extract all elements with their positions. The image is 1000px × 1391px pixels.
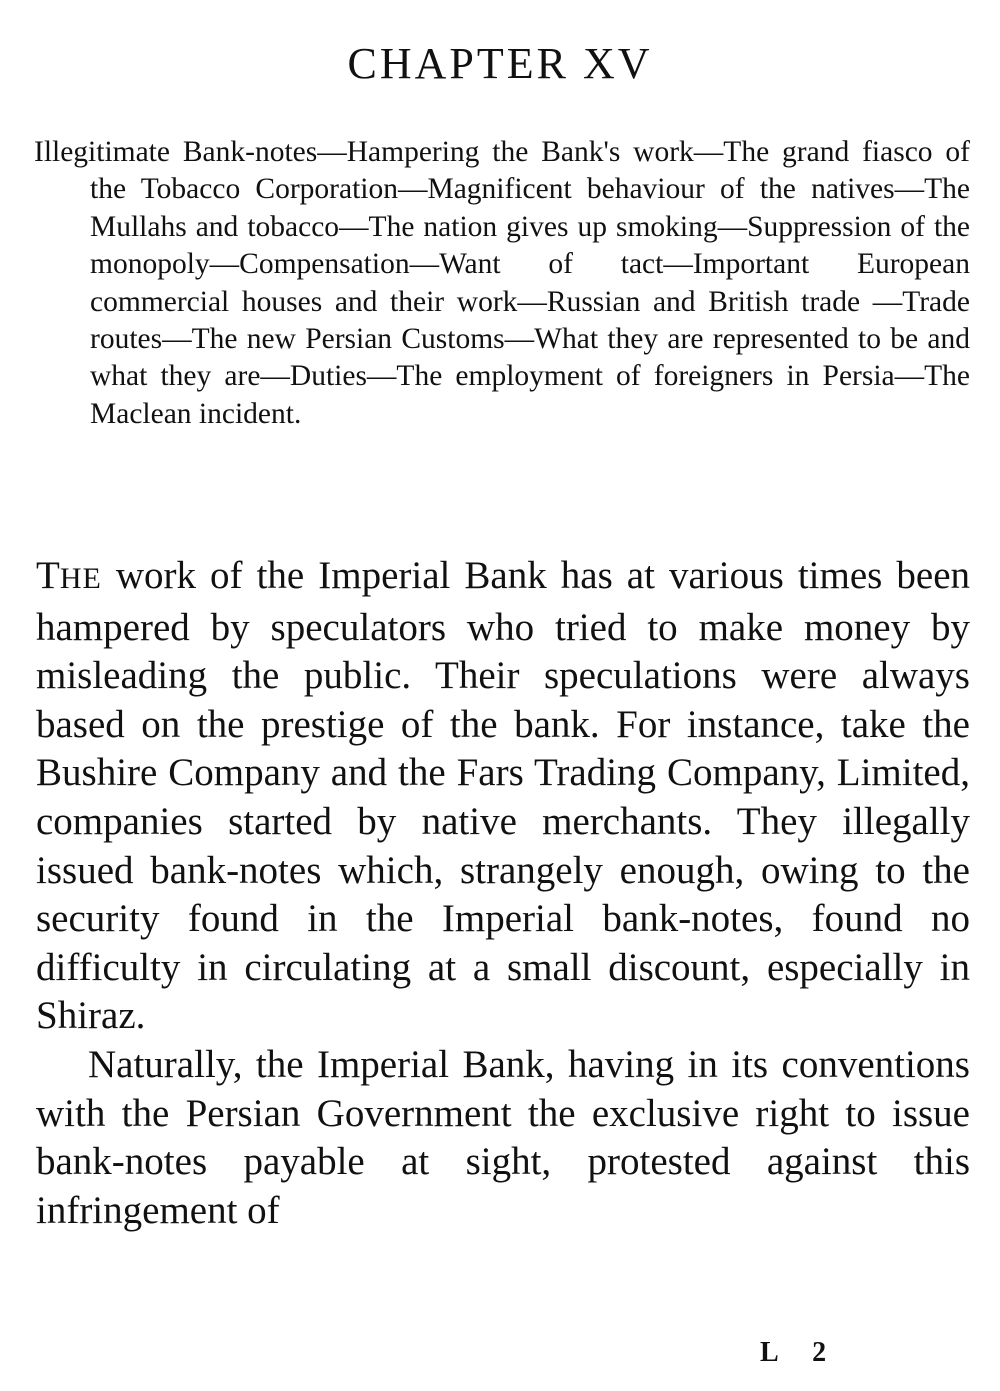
chapter-title: CHAPTER XV (347, 39, 653, 88)
paragraph-1 (36, 552, 970, 1041)
drop-initial: T (36, 554, 60, 597)
paragraph-2: Naturally, the Imperial Bank, having in its conventions with the Persian Government the exclusive right to issue bank-notes payable at sight, protested against this infringement of (36, 1042, 970, 1232)
paragraph-1-text: work of the Imperial Bank has at various times been hampered by speculators who tried to make money by misleading the public. Their speculations were always based on the prestige of the bank. For instance, take the Bushire Company and the Fars Trading Company, Limited, companies started by native merchants. They illegally issued bank-notes which, strangely enough, owing to the security found in the Imperial bank-notes, found no difficulty in circulating at a small discount, especially in Shiraz. (36, 554, 970, 1038)
chapter-synopsis: Illegitimate Bank-notes—Hampering the Bank's work—The grand fiasco of the Tobacco Corporation—Magnificent behaviour of the natives—The Mullahs and tobacco—The nation gives up smoking—Suppression of the monopoly—Compensation—Want of tact—Important European commercial houses and their work—Russian and British trade —Trade routes—The new Persian Customs—What they are represented to be and what they are—Duties—The employment of foreigners in Persia—The Maclean incident. (34, 136, 970, 430)
small-caps-word: HE (59, 562, 102, 595)
body-text (36, 552, 970, 1235)
signature-mark: L 2 (760, 1337, 841, 1368)
